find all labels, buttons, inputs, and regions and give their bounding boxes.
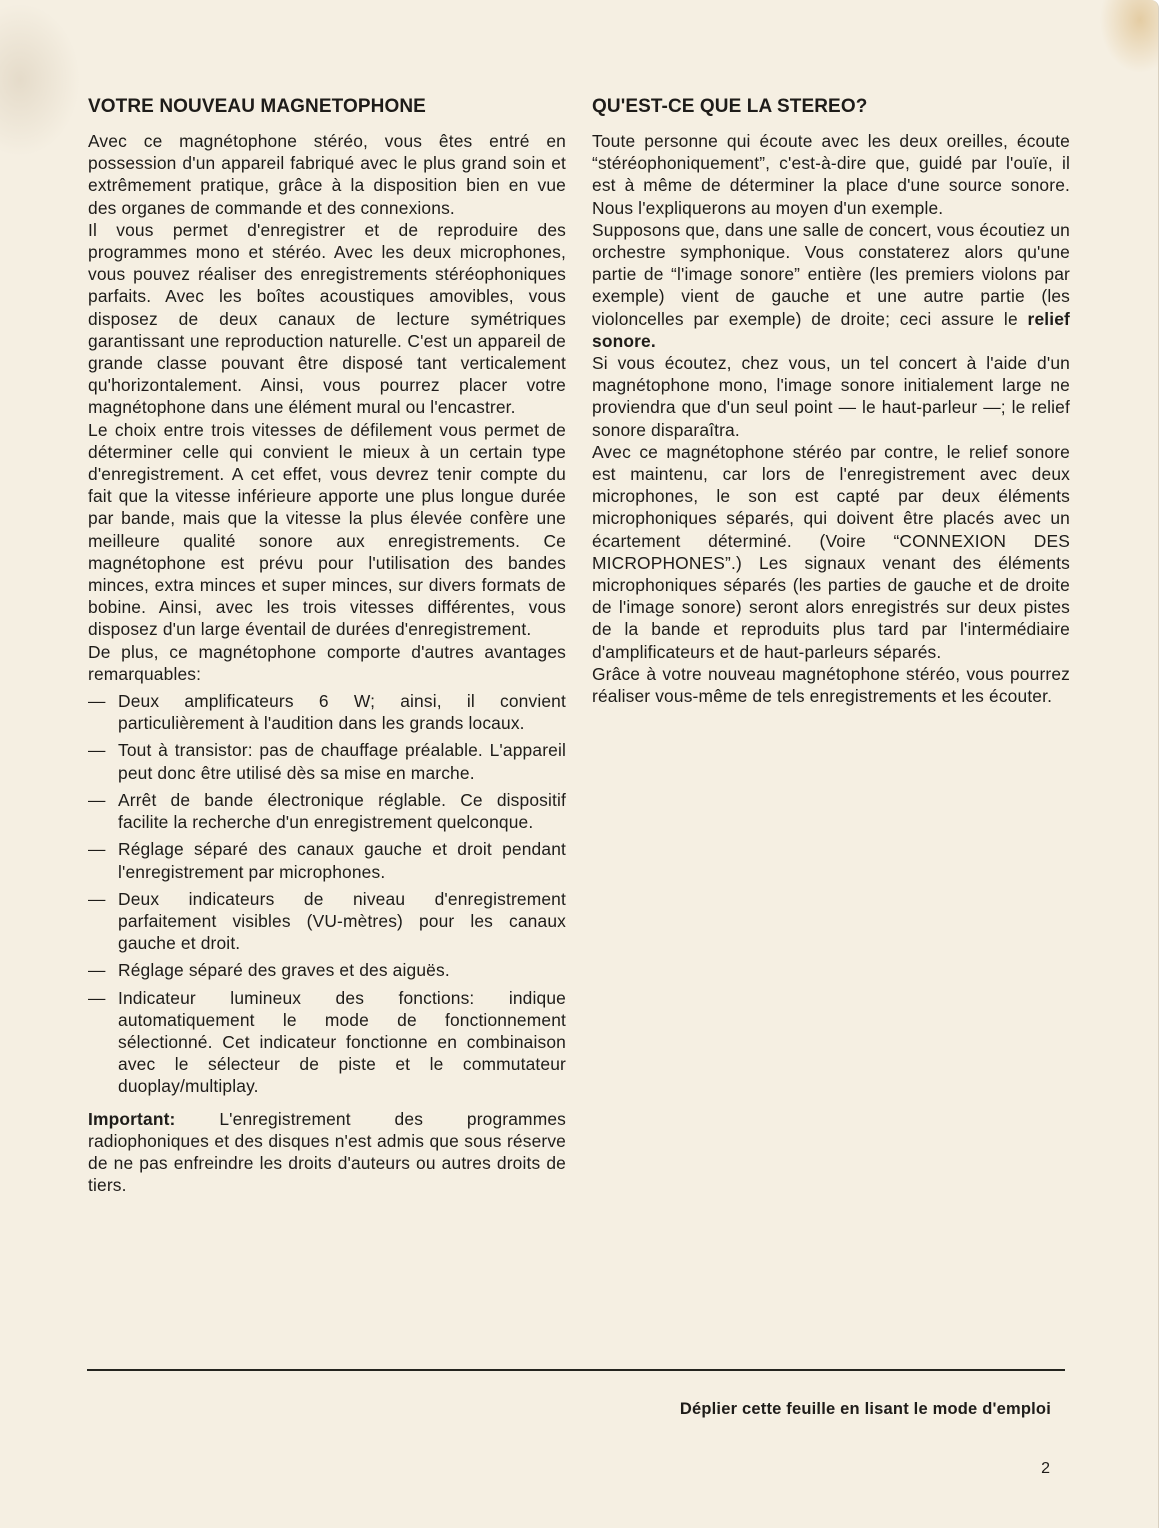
- list-item: — Deux indicateurs de niveau d'enregistrement parfaitement visibles (VU-mètres) pour les canaux gauche et droit.: [88, 888, 566, 954]
- list-item: — Indicateur lumineux des fonctions: indique automatiquement le mode de fonctionnement sélectionné. Cet indicateur fonctionne en combinaison avec le sélecteur de piste et le commutateur duoplay/multiplay.: [88, 987, 566, 1097]
- paragraph: Le choix entre trois vitesses de défilement vous permet de déterminer celle qui convient le mieux à un certain type d'enregistrement. A cet effet, vous devrez tenir compte du fait que la vitesse inférieure apporte une plus longue durée par bande, mais que la vitesse la plus élevée confère une meilleure qualité sonore aux enregistrements. Ce magnétophone est prévu pour l'utilisation des bandes minces, extra minces et super minces, sur divers formats de bobine. Ainsi, avec les trois vitesses différentes, vous disposez d'un large éventail de durées d'enregistrement.: [88, 419, 566, 640]
- dash-bullet-icon: —: [88, 839, 106, 860]
- paragraph: Avec ce magnétophone stéréo, vous êtes entré en possession d'un appareil fabriqué avec le plus grand soin et extrêmement pratique, grâce à la disposition bien en vue des organes de commande et des connexions.: [88, 131, 566, 218]
- list-item: — Réglage séparé des graves et des aiguës.: [88, 960, 450, 981]
- footer-note: Déplier cette feuille en lisant le mode d'emploi: [679, 1400, 1051, 1418]
- paragraph: Si vous écoutez, chez vous, un tel concert à l'aide d'un magnétophone mono, l'image sonore initialement large ne proviendra que d'un seul point — le haut-parleur —; le relief sonore disparaîtra.: [592, 353, 1070, 440]
- right-column: [592, 96, 1070, 707]
- important-notice: Important: L'enregistrement des programmes radiophoniques et des disques n'est admis que sous réserve de ne pas enfreindre les droits d'auteurs ou autres droits de tiers.: [88, 1108, 566, 1196]
- left-column: [88, 96, 566, 1196]
- features-list: [88, 690, 566, 1097]
- horizontal-rule: [87, 1369, 1065, 1371]
- dash-bullet-icon: —: [88, 740, 106, 761]
- list-item: — Arrêt de bande électronique réglable. Ce dispositif facilite la recherche d'un enregistrement quelconque.: [88, 789, 566, 833]
- dash-bullet-icon: —: [88, 789, 106, 810]
- paragraph: De plus, ce magnétophone comporte d'autres avantages remarquables:: [88, 641, 566, 684]
- dash-bullet-icon: —: [88, 960, 106, 981]
- list-item: — Tout à transistor: pas de chauffage préalable. L'appareil peut donc être utilisé dès sa mise en marche.: [88, 740, 566, 783]
- dash-bullet-icon: —: [88, 691, 106, 712]
- list-item: — Réglage séparé des canaux gauche et droit pendant l'enregistrement par microphones.: [88, 839, 566, 882]
- paragraph: Toute personne qui écoute avec les deux oreilles, écoute “stéréophoniquement”, c'est-à-dire que, guidé par l'ouïe, il est à même de déterminer la place d'une source sonore. Nous l'expliquerons au moyen d'un exemple.: [592, 131, 1070, 218]
- section-heading-stereo: QU'EST-CE QUE LA STEREO?: [592, 96, 868, 117]
- dash-bullet-icon: —: [88, 888, 106, 909]
- paragraph: Grâce à votre nouveau magnétophone stéréo, vous pourrez réaliser vous-même de tels enregistrements et les écouter.: [592, 663, 1070, 707]
- page-number: 2: [1041, 1460, 1050, 1477]
- section-heading-magnetophone: VOTRE NOUVEAU MAGNETOPHONE: [88, 96, 426, 117]
- paragraph: Supposons que, dans une salle de concert, vous écoutiez un orchestre symphonique. Vous constaterez alors qu'une partie de “l'image sonore” entière (les premiers violons par exemple) vient de gauche et une autre partie (les violoncelles par exemple) de droite; ceci assure le relief sonore.: [592, 219, 1070, 351]
- important-label: Important:: [88, 1108, 176, 1129]
- paragraph: Avec ce magnétophone stéréo par contre, le relief sonore est maintenu, car lors de l'enregistrement avec deux microphones, le son est capté par deux éléments microphoniques séparés, qui doivent être placés avec un écartement déterminé. (Voire “CONNEXION DES MICROPHONES”.) Les signaux venant des éléments microphoniques séparés (les parties de gauche et de droite de l'image sonore) seront alors enregistrés sur deux pistes de la bande et reproduits plus tard par l'intermédiaire d'amplificateurs et de haut-parleurs séparés.: [592, 441, 1070, 662]
- paragraph: Il vous permet d'enregistrer et de reproduire des programmes mono et stéréo. Avec les deux microphones, vous pouvez réaliser des enregistrements stéréophoniques parfaits. Avec les boîtes acoustiques amovibles, vous disposez de deux canaux de lecture symétriques garantissant une reproduction naturelle. C'est un appareil de grande classe pouvant être disposé tant verticalement qu'horizontalement. Ainsi, vous pourrez placer votre magnétophone dans une élément mural ou l'encastrer.: [88, 219, 566, 418]
- emphasis-relief-sonore: relief sonore.: [592, 308, 1070, 351]
- list-item: — Deux amplificateurs 6 W; ainsi, il convient particulièrement à l'audition dans les grands locaux.: [88, 691, 566, 734]
- dash-bullet-icon: —: [88, 987, 106, 1008]
